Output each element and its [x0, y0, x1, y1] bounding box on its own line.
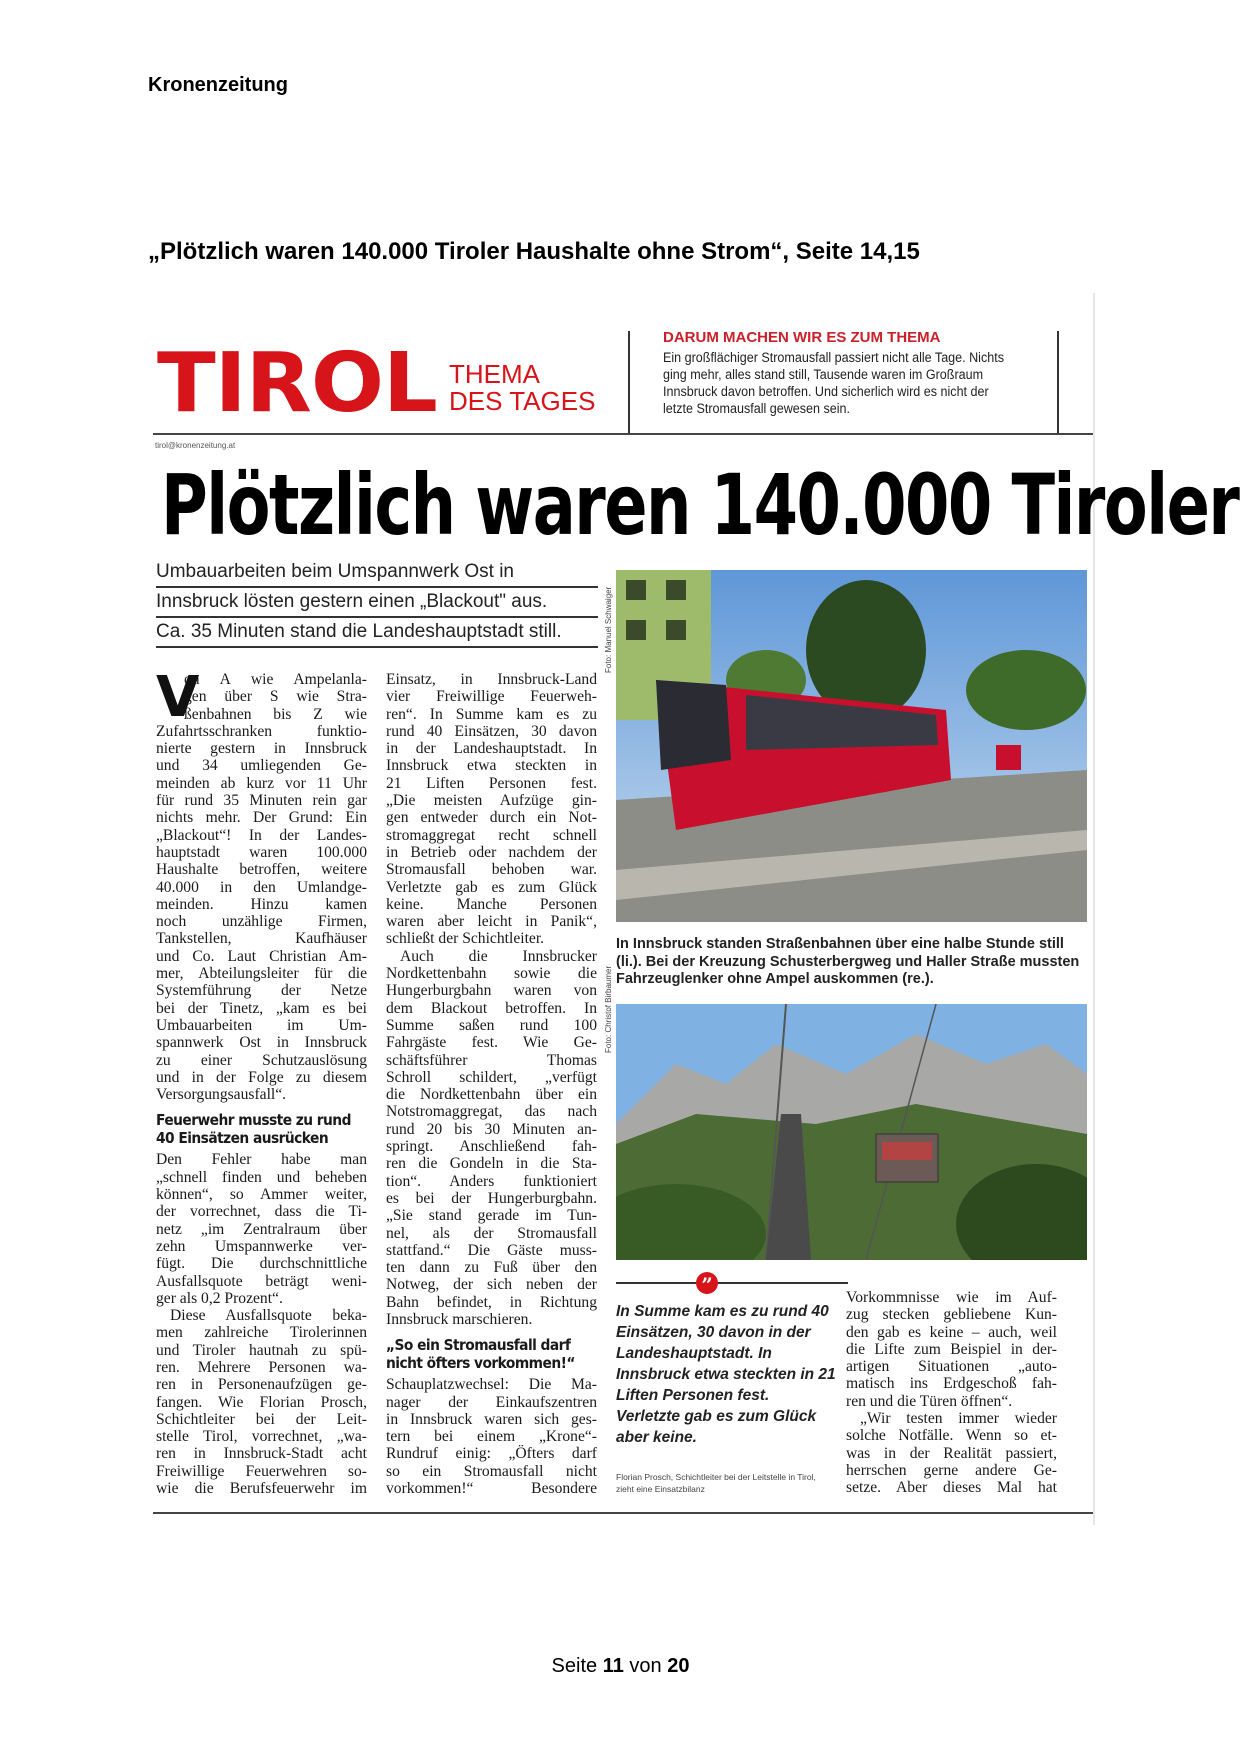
text-line: und in der Folge zu diesem: [156, 1068, 367, 1086]
article-column-1: [156, 665, 367, 1498]
text-line: für rund 35 Minuten rein gar: [156, 792, 367, 810]
photo-credit: Foto: Christof Birbaumer: [604, 965, 613, 1053]
text-line: Ausfallsquote beträgt weni-: [156, 1272, 367, 1290]
text-line: vier Freiwillige Feuerweh-: [386, 688, 597, 706]
divider: [718, 1282, 848, 1284]
section-subtitle-line2: DES TAGES: [449, 386, 596, 416]
text-line: Fahrgäste fest. Wie Ge-: [386, 1034, 597, 1052]
text-line: setze. Aber dieses Mal hat: [846, 1479, 1057, 1497]
text-line: springt. Anschließend fah-: [386, 1138, 597, 1156]
text-line: meinden. Hinzu kamen: [156, 895, 367, 913]
subheadline-line: Umbauarbeiten beim Umspannwerk Ost in: [156, 561, 598, 588]
text-line: artigen Situationen „auto-: [846, 1358, 1057, 1376]
text-line: ren. Mehrere Personen wa-: [156, 1358, 367, 1376]
text-line: und 34 umliegenden Ge-: [156, 757, 367, 775]
gondola-photo: [616, 1004, 1087, 1260]
why-heading: DARUM MACHEN WIR ES ZUM THEMA: [663, 329, 941, 346]
text-line: matisch ins Erdgeschoß fah-: [846, 1375, 1057, 1393]
quote-icon: ”: [696, 1272, 718, 1294]
text-line: „Blackout“! In der Landes-: [156, 826, 367, 844]
text-line: der vorrechnet, dass die Ti-: [156, 1203, 367, 1221]
text-line: „Sie stand gerade im Tun-: [386, 1207, 597, 1225]
text-line: Freiwillige Feuerwehren so-: [156, 1462, 367, 1480]
pull-quote-credit: Florian Prosch, Schichtleiter bei der Leitstelle in Tirol, zieht eine Einsatzbilanz: [616, 1472, 816, 1494]
text-line: Umbauarbeiten im Um-: [156, 1016, 367, 1034]
contact-email: tirol@kronenzeitung.at: [155, 441, 236, 450]
text-line: ren“. In Summe kam es zu: [386, 705, 597, 723]
text-line: schäftsführer Thomas: [386, 1051, 597, 1069]
text-line: Innsbruck etwa steckten in: [386, 757, 597, 775]
text-line: in der Landeshauptstadt. In: [386, 740, 597, 758]
text-line: men zahlreiche Tirolerinnen: [156, 1324, 367, 1342]
article-paragraph: [156, 1307, 367, 1497]
section-subtitle-line1: THEMA: [449, 359, 540, 389]
text-line: in Innsbruck waren sich ges-: [386, 1410, 597, 1428]
text-line: die Nordkettenbahn über ein: [386, 1086, 597, 1104]
text-line: Bahn befindet, in Richtung: [386, 1293, 597, 1311]
pull-quote: In Summe kam es zu rund 40 Einsätzen, 30 davon in der Landeshauptstadt. In Innsbruck etwa steckten in 21 Liften Personen fest. Verletzte gab es zum Glück aber keine.: [616, 1303, 836, 1446]
text-line: keine. Manche Personen: [386, 895, 597, 913]
text-line: meinden ab kurz vor 11 Uhr: [156, 774, 367, 792]
photo-credit: Foto: Manuel Schwaiger: [604, 586, 613, 673]
text-line: Notstromaggregat, das nach: [386, 1103, 597, 1121]
text-line: Nordkettenbahn sowie die: [386, 965, 597, 983]
text-line: Auch die Innsbrucker: [400, 947, 597, 965]
text-line: fügt. Die durchschnittliche: [156, 1255, 367, 1273]
column-subheading: [156, 1111, 350, 1147]
text-line: stattfand.“ Die Gäste muss-: [386, 1241, 597, 1259]
text-line: Vorkommnisse wie im Auf-: [846, 1289, 1057, 1306]
article-paragraph: [386, 1376, 597, 1497]
text-line: nichts mehr. Der Grund: Ein: [156, 809, 367, 827]
text-line: Innsbruck marschieren.: [386, 1310, 533, 1328]
section-subtitle: [449, 361, 595, 415]
subheading-line: 40 Einsätzen ausrücken: [156, 1129, 329, 1148]
text-line: und Co. Laut Christian Am-: [156, 947, 367, 965]
text-line: herrschen gerne andere Ge-: [846, 1461, 1057, 1479]
text-line: Schauplatzwechsel: Die Ma-: [386, 1376, 597, 1394]
text-line: Verletzte gab es zum Glück: [386, 878, 597, 896]
text-line: zug stecken gebliebene Kun-: [846, 1306, 1057, 1324]
newspaper-clipping: [153, 293, 1239, 1525]
text-line: Versorgungsausfall“.: [156, 1086, 287, 1104]
text-line: tion“. Anders funktioniert: [386, 1172, 597, 1190]
subheading-line: nicht öfters vorkommen!“: [386, 1354, 575, 1373]
text-line: waren aber leicht in Panik“,: [386, 913, 597, 931]
text-line: ger als 0,2 Prozent“.: [156, 1289, 283, 1307]
text-line: Hungerburgbahn waren von: [386, 982, 597, 1000]
text-line: es bei der Hungerburgbahn.: [386, 1189, 597, 1207]
drop-cap: V: [156, 665, 200, 730]
text-line: 40.000 in den Umlandge-: [156, 878, 367, 896]
text-line: gen entweder durch ein Not-: [386, 809, 597, 827]
photo-caption: In Innsbruck standen Straßenbahnen über eine halbe Stunde still (li.). Bei der Kreuzung Schusterbergweg und Haller Straße mussten Fahrzeuglenker ohne Ampel auskommen (re.).: [616, 936, 1080, 987]
text-line: rund 40 Einsätzen, 30 davon: [386, 722, 597, 740]
text-line: den gab es keine – auch, weil: [846, 1323, 1057, 1341]
text-line: tern bei einem „Krone“-: [386, 1428, 597, 1446]
text-line: netz „im Zentralraum über: [156, 1220, 367, 1238]
page-footer: [0, 1655, 1241, 1678]
text-line: nager der Einkaufszentren: [386, 1393, 597, 1411]
text-line: Diese Ausfallsquote beka-: [170, 1307, 367, 1325]
document-title: „Plötzlich waren 140.000 Tiroler Haushalte ohne Strom“, Seite 14,15: [148, 238, 920, 265]
text-line: zu einer Schutzauslösung: [156, 1051, 367, 1069]
text-line: ten dann zu Fuß über den: [386, 1259, 597, 1277]
text-line: dem Blackout betroffen. In: [386, 999, 597, 1017]
tram-photo: [616, 570, 1087, 922]
text-line: ren in Personenaufzügen ge-: [156, 1376, 367, 1394]
text-line: Einsatz, in Innsbruck-Land: [386, 671, 597, 688]
article-column-3: [846, 1289, 1057, 1497]
text-line: Den Fehler habe man: [156, 1151, 367, 1169]
text-line: gen über S wie Stra-: [184, 688, 367, 706]
text-line: Summe saßen rund 100: [386, 1016, 597, 1034]
headline: Plötzlich waren 140.000 Tiroler: [161, 456, 1239, 554]
divider: [153, 433, 1093, 435]
text-line: fangen. Wie Florian Prosch,: [156, 1393, 367, 1411]
text-line: ren und die Türen öffnen“.: [846, 1392, 1013, 1410]
text-line: ren in Innsbruck-Stadt acht: [156, 1445, 367, 1463]
current-page: 11: [602, 1655, 624, 1677]
text-line: hauptstadt waren 100.000: [156, 843, 367, 861]
article-paragraph: [846, 1410, 1057, 1496]
text-line: Haushalte betroffen, weitere: [156, 861, 367, 879]
text-line: noch unzählige Firmen,: [156, 913, 367, 931]
text-line: „schnell finden und beheben: [156, 1168, 367, 1186]
text-line: „Wir testen immer wieder: [860, 1410, 1057, 1428]
text-line: ßenbahnen bis Z wie: [184, 705, 367, 723]
text-line: in Betrieb oder nachdem der: [386, 843, 597, 861]
text-line: zehn Umspannwerke ver-: [156, 1237, 367, 1255]
text-line: Notweg, der sich neben der: [386, 1276, 597, 1294]
text-line: stelle Tirol, vorrechnet, „wa-: [156, 1428, 367, 1446]
text-line: on A wie Ampelanla-: [184, 671, 367, 688]
text-line: Schroll schildert, „verfügt: [386, 1068, 597, 1086]
text-line: vorkommen!“ Besondere: [386, 1480, 597, 1498]
text-line: was in der Realität passiert,: [846, 1444, 1057, 1462]
divider: [628, 331, 630, 433]
text-line: Rundruf einig: „Öfters darf: [386, 1445, 597, 1463]
text-line: rund 20 bis 30 Minuten an-: [386, 1120, 597, 1138]
text-line: Tankstellen, Kaufhäuser: [156, 930, 367, 948]
divider: [616, 1282, 696, 1284]
total-pages: 20: [667, 1655, 690, 1677]
text-line: wie die Berufsfeuerwehr im: [156, 1480, 367, 1498]
text-line: stromaggregat recht schnell: [386, 826, 597, 844]
column-subheading: [386, 1336, 580, 1372]
text-line: Zufahrtsschranken funktio-: [156, 722, 367, 740]
source-label: Kronenzeitung: [148, 74, 288, 96]
text-line: die Lifte zum Beispiel in der-: [846, 1340, 1057, 1358]
text-line: bei der Tinetz, „kam es bei: [156, 999, 367, 1017]
article-paragraph: [156, 665, 367, 1104]
article-paragraph: [156, 1151, 367, 1307]
section-logo: TIROL: [157, 336, 437, 431]
text-line: Stromausfall behoben war.: [386, 861, 597, 879]
divider: [1057, 331, 1059, 433]
divider: [153, 1512, 1093, 1514]
article-paragraph: [386, 671, 597, 948]
text-line: nel, als der Stromausfall: [386, 1224, 597, 1242]
text-line: Schichtleiter bei der Leit-: [156, 1410, 367, 1428]
text-line: ren die Gondeln in die Sta-: [386, 1155, 597, 1173]
text-line: Systemführung der Netze: [156, 982, 367, 1000]
footer-prefix: Seite: [551, 1655, 598, 1677]
footer-mid: von: [629, 1655, 662, 1677]
article-paragraph: [386, 948, 597, 1329]
why-text: Ein großflächiger Stromausfall passiert nicht alle Tage. Nichts ging mehr, alles stand still, Tausende waren im Großraum Innsbruck davon betroffen. Und sicherlich wird es nicht der letzte Stromausfall gewesen sein.: [663, 350, 1005, 416]
article-column-2: [386, 671, 597, 1497]
text-line: spannwerk Ost in Innsbruck: [156, 1034, 367, 1052]
subheading-line: Feuerwehr musste zu rund: [156, 1111, 351, 1130]
subheadline-line: Innsbruck lösten gestern einen „Blackout" aus.: [156, 591, 598, 618]
article-paragraph: [846, 1289, 1057, 1410]
text-line: 21 Liften Personen fest.: [386, 774, 597, 792]
text-line: so ein Stromausfall nicht: [386, 1462, 597, 1480]
text-line: „Die meisten Aufzüge gin-: [386, 792, 597, 810]
text-line: können“, so Ammer weiter,: [156, 1186, 367, 1204]
text-line: mer, Abteilungsleiter für die: [156, 965, 367, 983]
text-line: nierte gestern in Innsbruck: [156, 740, 367, 758]
text-line: solche Notfälle. Wenn so et-: [846, 1427, 1057, 1445]
subheading-line: „So ein Stromausfall darf: [386, 1336, 571, 1355]
text-line: und Tiroler hautnah zu spü-: [156, 1341, 367, 1359]
text-line: schließt der Schichtleiter.: [386, 930, 545, 948]
subheadline-line: Ca. 35 Minuten stand die Landeshauptstadt still.: [156, 621, 598, 648]
